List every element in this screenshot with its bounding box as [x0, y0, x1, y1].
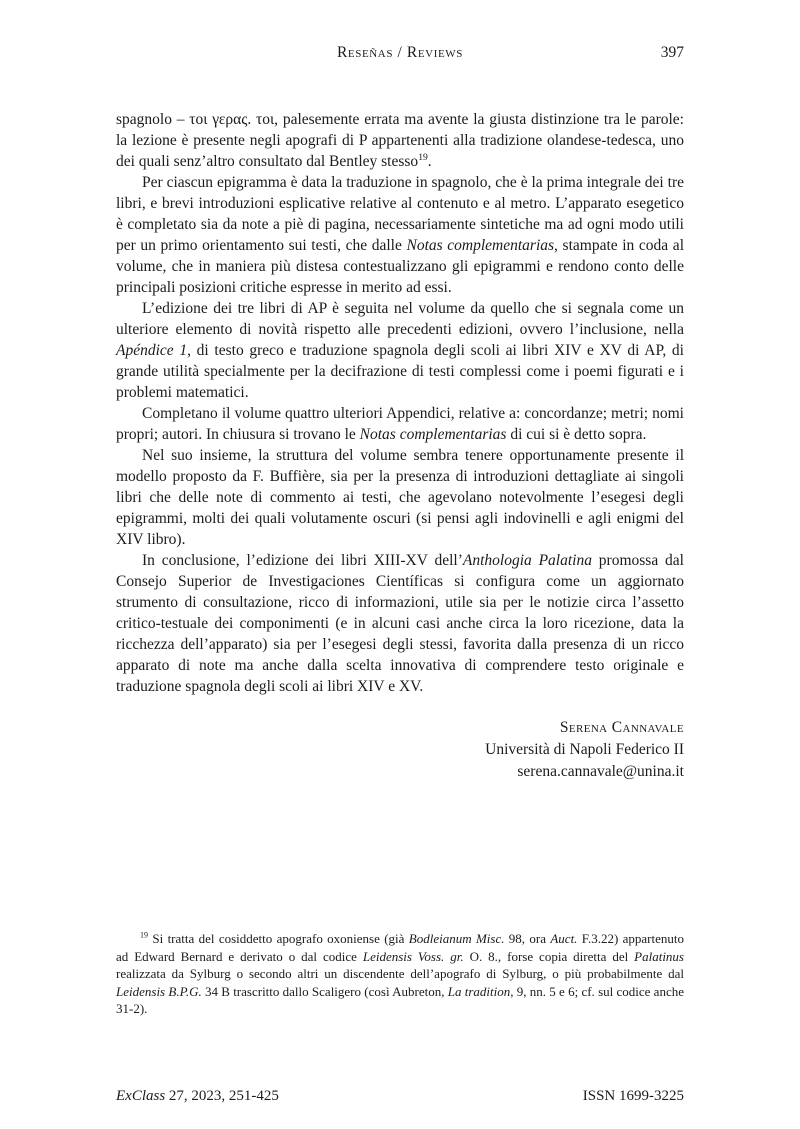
page-footer — [116, 1088, 684, 1105]
page-number: 397 — [660, 44, 684, 61]
review-body — [116, 109, 684, 783]
body-paragraph: L’edizione dei tre libri di AP è seguita nel volume da quello che si segnala come un ulteriore elemento di novità rispetto alle precedenti edizioni, ovvero l’inclusione, nella Apéndice 1, di testo greco e traduzione spagnola degli scoli ai libri XIV e XV di AP, di grande utilità specialmente per la decifrazione di testi complessi come i poemi figurati e i problemi matematici. — [116, 300, 684, 401]
author-name: Serena Cannavale — [559, 719, 684, 736]
signature-block — [116, 717, 684, 783]
running-head-title: Reseñas / Reviews — [336, 44, 464, 61]
body-paragraph: In conclusione, l’edizione dei libri XIII-XV dell’Anthologia Palatina promossa dal Consejo Superior de Investigaciones Científicas si configura come un aggiornato strumento di consultazione, ricco di informazioni, utile sia per le notizie circa l’assetto critico-testuale dei componimenti (e in alcuni casi anche circa la loro ricezione, data la ricchezza dell’apparato) sia per l’esegesi degli stessi, favorita dalla presenza di un ricco apparato di note ma anche dalla scelta innovativa di comprendere testo originale e traduzione spagnola degli scoli ai libri XIV e XV. — [116, 552, 684, 695]
body-paragraph: Nel suo insieme, la struttura del volume sembra tenere opportunamente presente il modello proposto da F. Buffière, sia per la presenza di introduzioni dettagliate ai singoli libri che delle note di commento ai testi, che agevolano notevolmente l’esegesi degli epigrammi, molti dei quali volutamente oscuri (si pensi agli indovinelli e agli enigmi del XIV libro). — [116, 447, 684, 548]
body-paragraph: Completano il volume quattro ulteriori Appendici, relative a: concordanze; metri; nomi propri; autori. In chiusura si trovano le Notas complementarias di cui si è detto sopra. — [116, 405, 684, 443]
footnote-block — [116, 930, 684, 1018]
footnote-text: $^{19}$ Si tratta del cosiddetto apografo oxoniense (già Bodleianum Misc. 98, ora Auct. F.3.22) appartenuto ad Edward Bernard e derivato o dal codice Leidensis Voss. gr. O. 8., forse copia diretta del Palatinus realizzata da Sylburg o secondo altri un discendente dell’apografo di Sylburg, o più probabilmente dal Leidensis B.P.G. 34 B trascritto dallo Scaligero (così Aubreton, La tradition, 9, nn. 5 e 6; cf. sul codice anche 31-2). — [116, 930, 685, 1016]
body-paragraph: Per ciascun epigramma è data la traduzione in spagnolo, che è la prima integrale dei tre libri, e brevi introduzioni esplicative relative al contenuto e al metro. L’apparato esegetico è completato sia da note a piè di pagina, necessariamente sintetiche ma ad ogni modo utili per un primo orientamento sui testi, che dalle Notas complementarias, stampate in coda al volume, che in maniera più distesa contestualizzano gli epigrammi e rendono conto delle principali posizioni critiche espresse in merito ad essi. — [116, 174, 684, 296]
author-affiliation: Università di Napoli Federico II — [485, 741, 684, 758]
running-head — [116, 44, 684, 66]
author-email: serena.cannavale@unina.it — [517, 763, 684, 780]
body-paragraph: spagnolo – τοι γερας. τοι, palesemente errata ma avente la giusta distinzione tra le parole: la lezione è presente negli apografi di P appartenenti alla tradizione olandese-tedesca, uno dei quali senz’altro consultato dal Bentley stesso$^{19}$. — [116, 111, 684, 170]
issn-label: ISSN 1699-3225 — [582, 1088, 684, 1104]
journal-citation: ExClass 27, 2023, 251-425 — [116, 1088, 279, 1104]
